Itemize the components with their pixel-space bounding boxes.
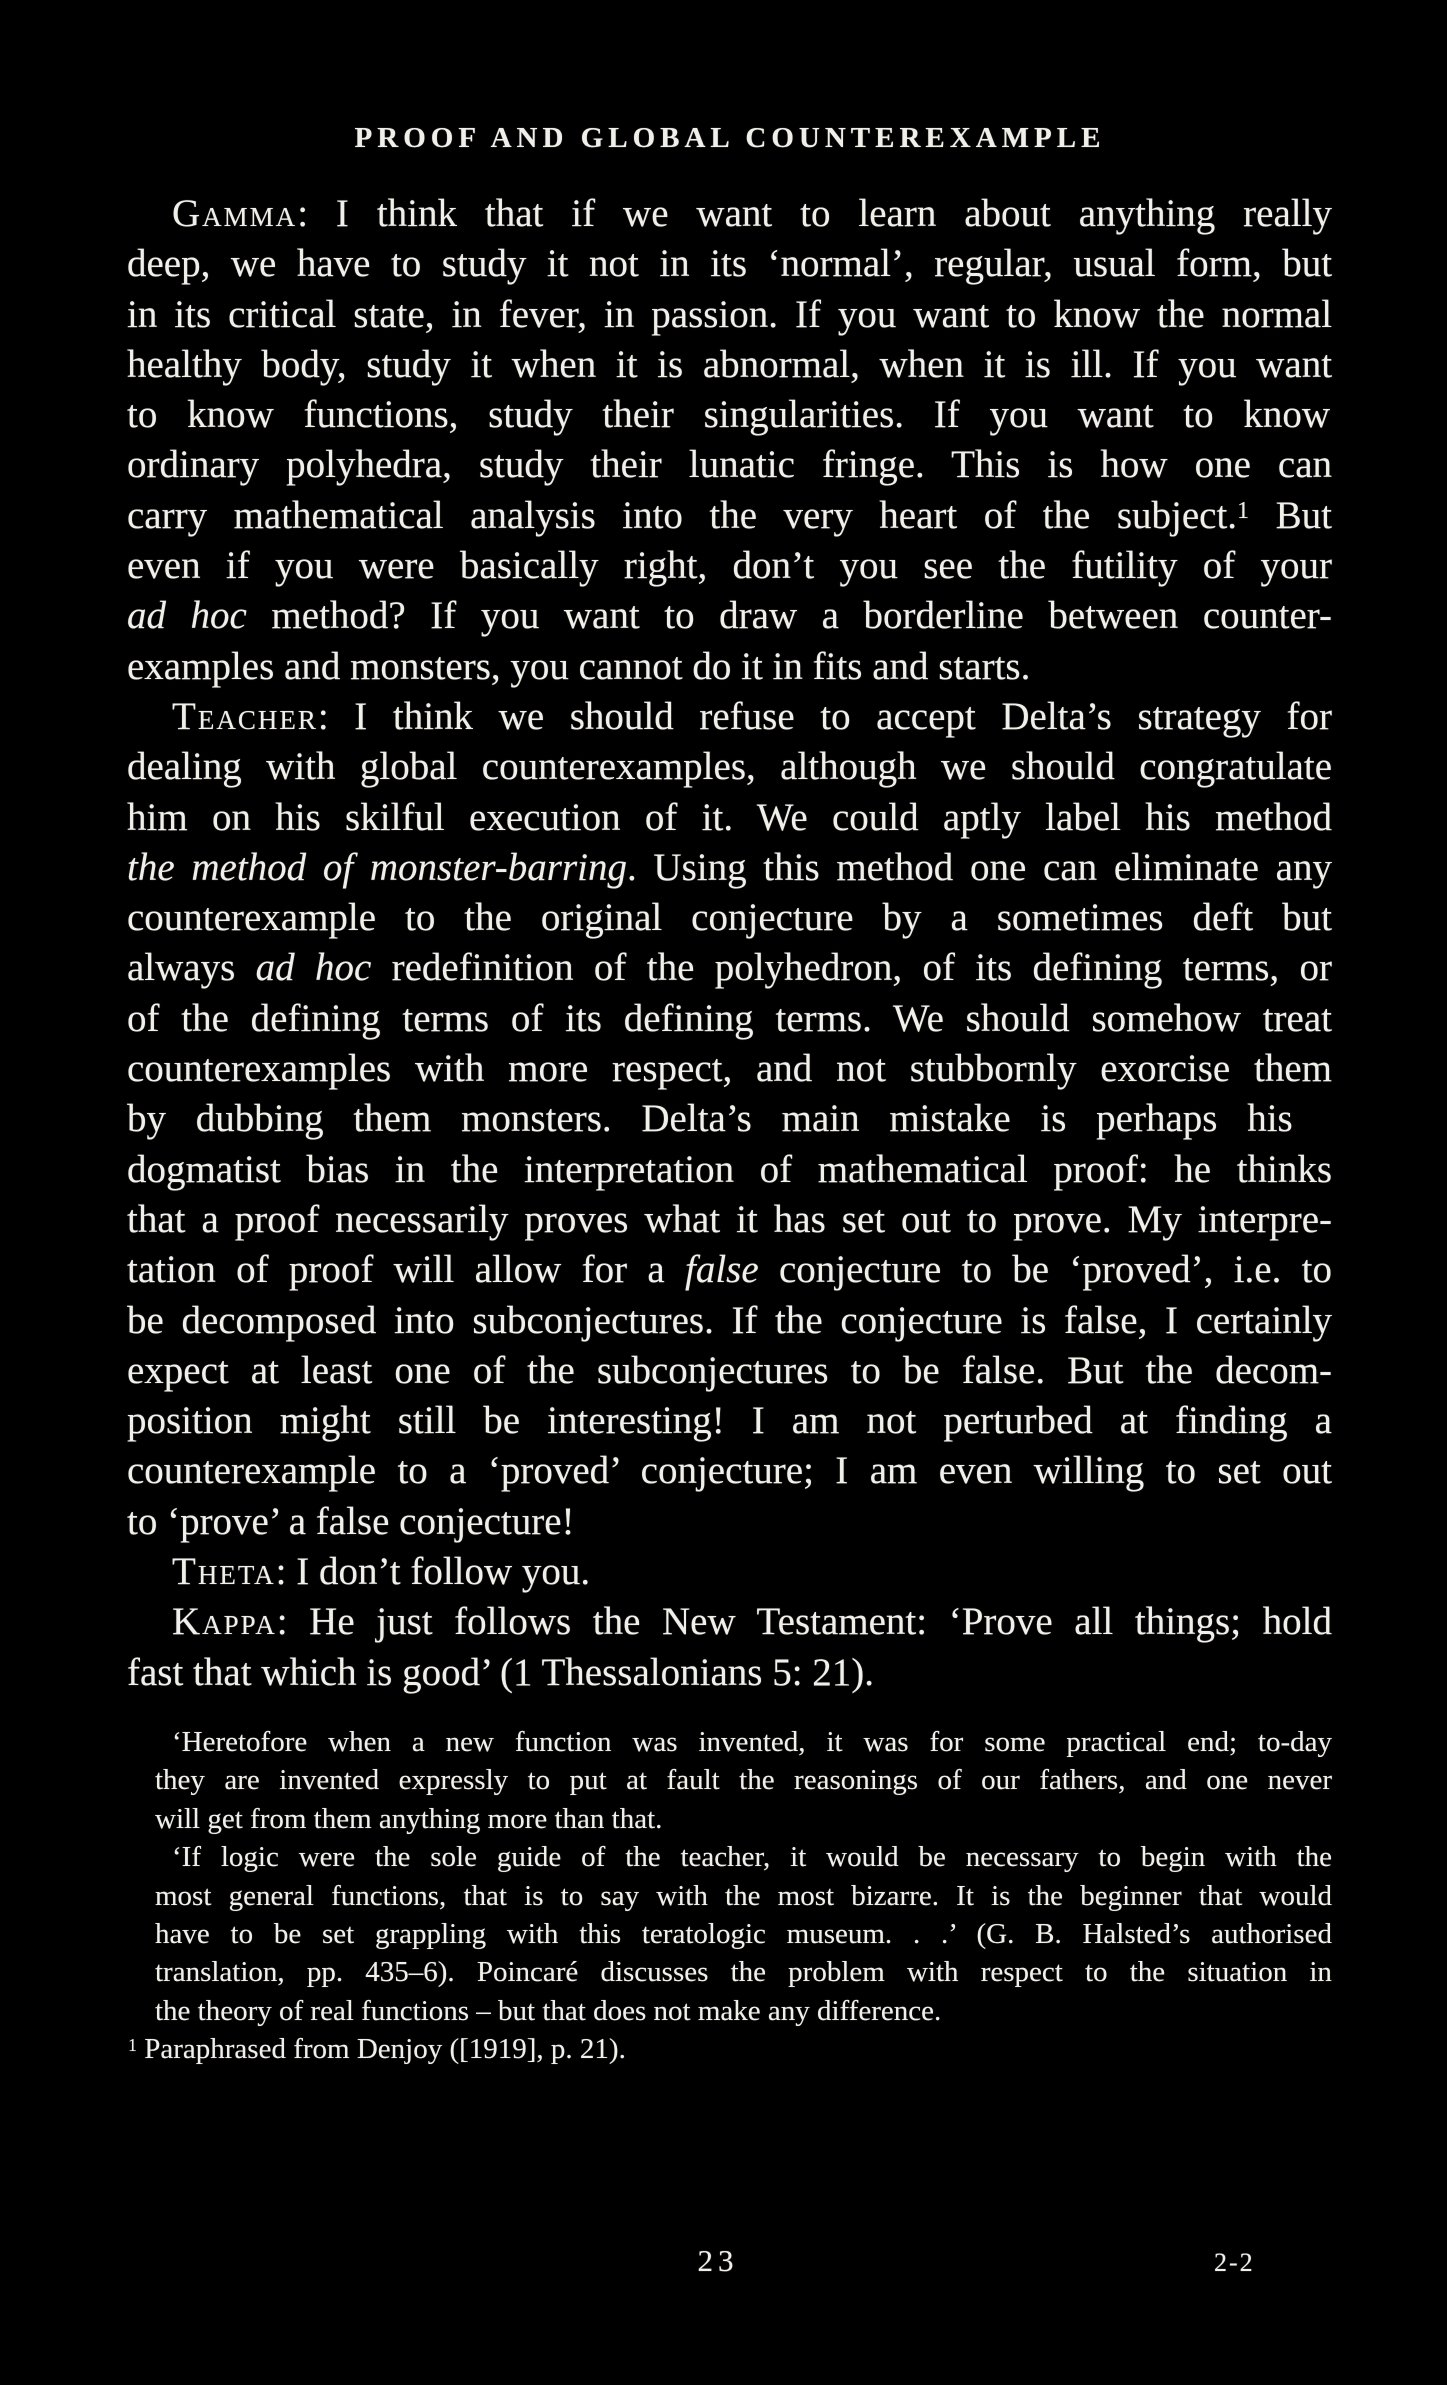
text-line-content xyxy=(127,946,1332,989)
text-line-content xyxy=(155,1764,1332,1796)
text-line-content xyxy=(127,1047,1332,1090)
page-number: 23 xyxy=(697,2243,739,2278)
text-run: ‘If logic were the sole guide of the teacher, it would be necessary to begin with the xyxy=(172,1841,1333,1874)
text-line xyxy=(127,1245,1333,1295)
text-run: the theory of real functions – but that does not make any difference. xyxy=(155,1994,942,2027)
text-line-content xyxy=(127,645,1030,688)
text-line-content xyxy=(127,544,1332,587)
text-run: in its critical state, in fever, in passion. If you want to know the normal xyxy=(127,292,1333,336)
paragraph-indent xyxy=(127,1633,172,1634)
text-run: always xyxy=(127,946,256,990)
text-line-content xyxy=(127,1148,1332,1191)
text-line xyxy=(127,1446,1333,1496)
text-line xyxy=(127,290,1333,340)
text-line xyxy=(127,239,1333,289)
text-line xyxy=(127,541,1333,591)
footnotes xyxy=(128,1723,1333,2069)
text-run: most general functions, that is to say with the most bizarre. It is the beginner that would xyxy=(155,1879,1333,1912)
text-run: Gamma xyxy=(172,192,298,235)
text-line-content xyxy=(155,1956,1332,1988)
text-line-content xyxy=(155,1918,1332,1950)
text-line-content xyxy=(127,443,1332,486)
text-line xyxy=(127,1547,1333,1597)
text-run: dogmatist bias in the interpretation of mathematical proof: he thinks xyxy=(127,1147,1333,1191)
text-run: to know functions, study their singularities. If you want to know xyxy=(127,393,1331,437)
text-line xyxy=(127,591,1333,641)
text-line-content xyxy=(127,796,1332,839)
text-line-content xyxy=(127,343,1332,386)
text-line-content xyxy=(155,1803,662,1835)
text-run: counterexample to the original conjecture by a sometimes deft but xyxy=(127,896,1332,940)
text-run: Theta xyxy=(172,1550,276,1594)
text-line xyxy=(155,1877,1333,1915)
text-line xyxy=(127,1195,1333,1245)
text-line-content xyxy=(127,1399,1332,1442)
text-line-content xyxy=(127,997,1332,1040)
text-run: translation, pp. 435–6). Poincaré discusses the problem with respect to the situation in xyxy=(155,1956,1332,1989)
text-line xyxy=(155,1953,1333,1991)
text-run: Kappa xyxy=(172,1600,277,1644)
text-line-content xyxy=(127,494,1332,537)
text-run: : He just follows the New Testament: ‘Prove all things; hold xyxy=(276,1600,1332,1644)
text-line-content xyxy=(155,1726,1332,1758)
text-run: Paraphrased from Denjoy ([1919], p. 21). xyxy=(136,2033,626,2066)
text-line xyxy=(127,742,1333,792)
text-run: counterexample to a ‘proved’ conjecture; I am even willing to set out xyxy=(127,1449,1332,1493)
text-line xyxy=(127,1044,1333,1094)
text-line xyxy=(127,340,1333,390)
text-line-content xyxy=(155,1880,1332,1912)
text-line xyxy=(127,1597,1333,1647)
text-line-content xyxy=(155,1841,1332,1873)
text-run: dealing with global counterexamples, although we should congratulate xyxy=(127,745,1333,789)
text-line xyxy=(155,1761,1333,1799)
text-line-content xyxy=(155,1995,941,2027)
text-run: redefinition of the polyhedron, of its defining terms, or xyxy=(371,946,1332,990)
text-line-content xyxy=(127,695,1332,738)
footnote-reference: 1 xyxy=(1237,496,1250,524)
text-run: have to be set grappling with this teratologic museum. . .’ (G. B. Halsted’s authorised xyxy=(155,1918,1332,1951)
text-line xyxy=(127,491,1333,541)
text-line xyxy=(127,189,1333,239)
paragraph-indent xyxy=(127,728,172,729)
text-line-content xyxy=(127,393,1330,436)
text-line-content xyxy=(127,1198,1332,1241)
text-line xyxy=(127,1094,1333,1144)
body-text xyxy=(127,189,1333,1698)
text-line-content xyxy=(127,1500,575,1543)
text-run: Teacher xyxy=(172,694,318,738)
text-line xyxy=(155,1838,1333,1876)
text-run: false xyxy=(684,1248,759,1292)
text-run: him on his skilful execution of it. We could aptly label his method xyxy=(127,795,1333,839)
text-run: But xyxy=(1249,493,1332,537)
text-line-content xyxy=(127,192,1332,235)
text-line-content xyxy=(127,1550,590,1593)
text-line xyxy=(127,1648,1333,1698)
text-run: expect at least one of the subconjectures to be false. But the decom- xyxy=(127,1348,1333,1392)
text-run: ‘Heretofore when a new function was invented, it was for some practical end; to-day xyxy=(172,1726,1332,1758)
text-line xyxy=(127,793,1333,843)
text-line-content xyxy=(127,896,1332,939)
text-run: : I don’t follow you. xyxy=(275,1550,591,1594)
text-line-content xyxy=(127,1600,1332,1643)
footnote-reference: 1 xyxy=(128,2034,137,2055)
text-line xyxy=(127,1346,1333,1396)
text-run: ad hoc xyxy=(127,594,247,638)
text-run: deep, we have to study it not in its ‘normal’, regular, usual form, but xyxy=(127,242,1333,286)
text-line-content xyxy=(127,846,1332,889)
text-run: examples and monsters, you cannot do it in fits and starts. xyxy=(127,644,1031,688)
text-run: carry mathematical analysis into the very heart of the subject. xyxy=(127,493,1238,537)
text-run: even if you were basically right, don’t you see the futility of your xyxy=(127,544,1333,588)
text-run: conjecture to be ‘proved’, i.e. to xyxy=(758,1248,1333,1292)
text-line-content xyxy=(127,1449,1332,1492)
text-run: method? If you want to draw a borderline between counter- xyxy=(246,594,1333,638)
text-line-content xyxy=(127,242,1332,285)
text-run: ordinary polyhedra, study their lunatic fringe. This is how one can xyxy=(127,443,1333,487)
text-line-content xyxy=(128,2033,626,2065)
running-header: PROOF AND GLOBAL COUNTEREXAMPLE xyxy=(354,122,1106,154)
text-line xyxy=(127,390,1333,440)
paragraph-indent xyxy=(127,225,172,226)
text-line-content xyxy=(127,1097,1293,1140)
text-line xyxy=(127,943,1333,993)
text-line-content xyxy=(127,293,1332,336)
text-line xyxy=(127,440,1333,490)
text-line xyxy=(127,642,1333,692)
text-run: by dubbing them monsters. Delta’s main mistake is perhaps his xyxy=(127,1097,1293,1141)
text-line xyxy=(127,893,1333,943)
text-line xyxy=(155,1800,1333,1838)
text-line-content xyxy=(127,594,1332,637)
text-line xyxy=(127,843,1333,893)
text-run: : I think that if we want to learn about anything really xyxy=(297,192,1332,235)
text-line xyxy=(127,692,1333,742)
text-run: fast that which is good’ (1 Thessalonians 5: 21). xyxy=(127,1650,875,1694)
text-run: of the defining terms of its defining terms. We should somehow treat xyxy=(127,996,1332,1040)
text-line-content xyxy=(127,745,1332,788)
text-run: will get from them anything more than that. xyxy=(155,1802,663,1835)
text-run: counterexamples with more respect, and not stubbornly exorcise them xyxy=(127,1047,1333,1091)
text-run: position might still be interesting! I am not perturbed at finding a xyxy=(127,1399,1332,1443)
text-line xyxy=(127,994,1333,1044)
text-run: they are invented expressly to put at fault the reasonings of our fathers, and one never xyxy=(155,1764,1333,1797)
paragraph-indent xyxy=(127,1583,172,1584)
text-run: ad hoc xyxy=(255,946,372,990)
text-run: that a proof necessarily proves what it has set out to prove. My interpre- xyxy=(127,1197,1333,1241)
text-run: to ‘prove’ a false conjecture! xyxy=(127,1499,575,1543)
text-run: . Using this method one can eliminate any xyxy=(626,845,1332,889)
text-line xyxy=(127,1396,1333,1446)
text-run: tation of proof will allow for a xyxy=(127,1248,685,1292)
text-line-content xyxy=(127,1248,1332,1291)
text-run: be decomposed into subconjectures. If the conjecture is false, I certainly xyxy=(127,1298,1333,1342)
text-line xyxy=(127,1145,1333,1195)
text-line xyxy=(155,1992,1333,2030)
text-run: the method of monster-barring xyxy=(127,845,627,889)
text-run: : I think we should refuse to accept Delta’s strategy for xyxy=(317,694,1332,738)
text-line xyxy=(155,1723,1333,1761)
text-line xyxy=(127,1497,1333,1547)
paragraph-indent xyxy=(155,1865,172,1866)
text-run: healthy body, study it when it is abnormal, when it is ill. If you want xyxy=(127,342,1333,386)
text-line-content xyxy=(127,1299,1332,1342)
text-line xyxy=(128,2030,1333,2068)
text-line-content xyxy=(127,1349,1332,1392)
text-line-content xyxy=(127,1651,874,1694)
text-line xyxy=(155,1915,1333,1953)
text-line xyxy=(127,1296,1333,1346)
paragraph-indent xyxy=(155,1750,172,1751)
signature-mark: 2-2 xyxy=(1214,2248,1255,2277)
